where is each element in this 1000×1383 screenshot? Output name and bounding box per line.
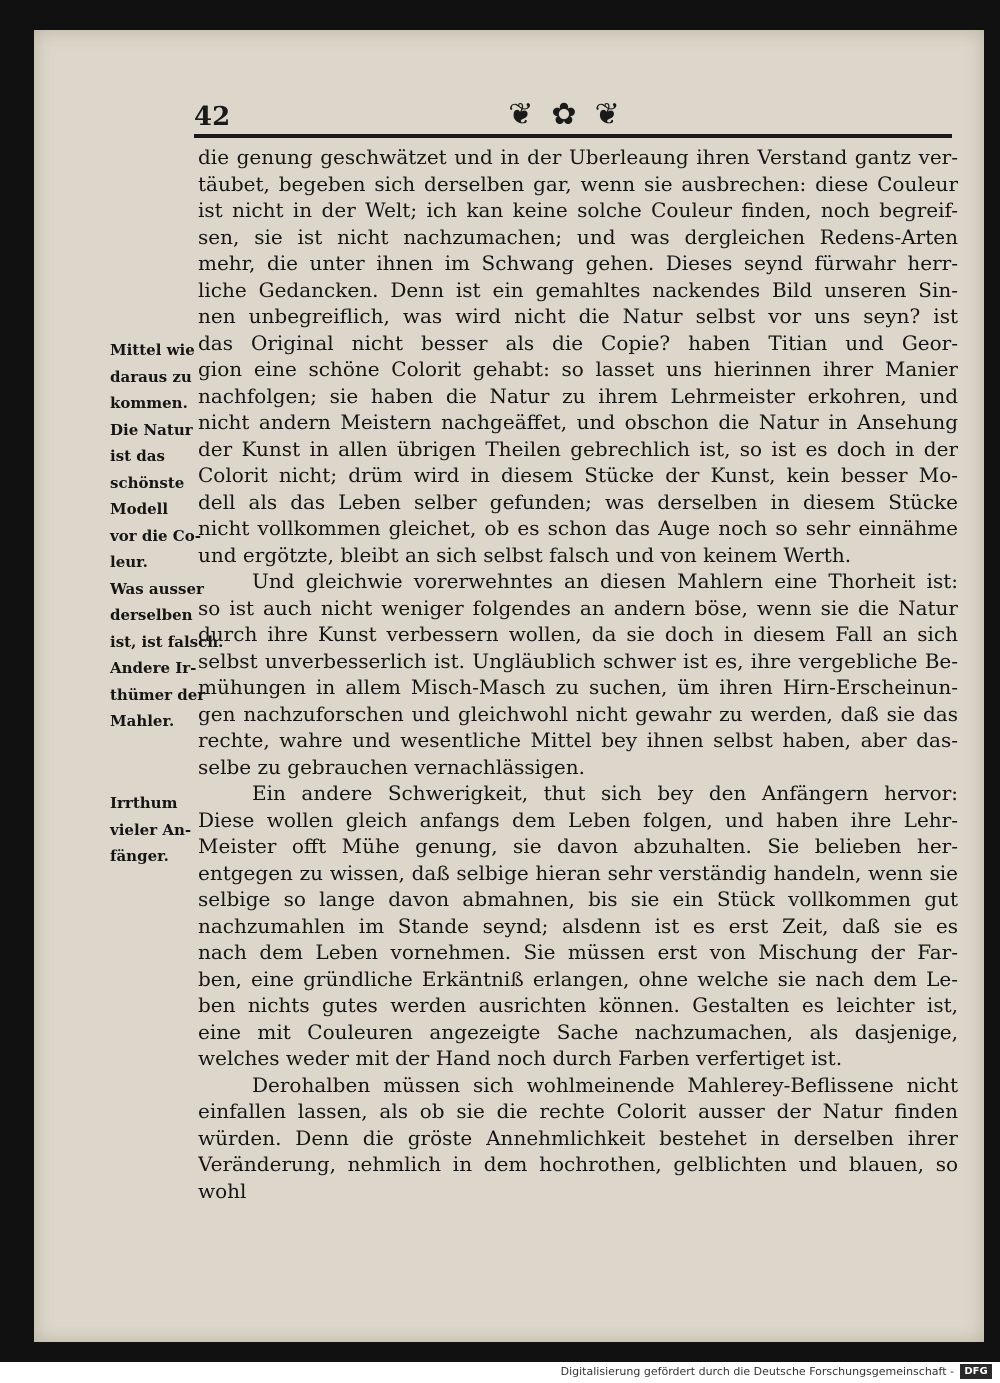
book-page (34, 30, 984, 1342)
text-line: nachzumahlen im Stande seynd; alsdenn ist es erst Zeit, daß sie es (198, 913, 958, 938)
footer-credit: Digitalisierung gefördert durch die Deutsche Forschungsgemeinschaft - (560, 1365, 954, 1378)
text-line: welches weder mit der Hand noch durch Farben verfertiget ist. (198, 1046, 843, 1070)
text-line: Ein andere Schwerigkeit, thut sich bey den Anfängern hervor: (252, 781, 958, 805)
text-line: die genung geschwätzet und in der Uberleaung ihren Verstand gantz ver- (198, 145, 958, 169)
margin-note-line: leur. (110, 553, 148, 571)
text-line: Diese wollen gleich anfangs dem Leben folgen, und haben ihre Lehr- (198, 807, 958, 832)
text-line: Colorit nicht; drüm wird in diesem Stücke der Kunst, kein besser Mo- (198, 463, 958, 487)
text-line: entgegen zu wissen, daß selbige hieran sehr verständig handeln, wenn sie (198, 860, 958, 885)
text-line: täubet, begeben sich derselben gar, wenn sie ausbrechen: diese Couleur (198, 171, 958, 196)
text-line: mühungen in allem Misch-Masch zu suchen, üm ihren Hirn-Erscheinun- (198, 675, 958, 699)
text-line: gion eine schöne Colorit gehabt: so lasset uns hierinnen ihrer Manier (198, 357, 958, 381)
text-line: so ist auch nicht weniger folgendes an andern böse, wenn sie die Natur (198, 595, 958, 620)
text-line: und ergötzte, bleibt an sich selbst falsch und von keinem Werth. (198, 542, 852, 567)
margin-note-line: schönste (110, 473, 185, 492)
text-line: Und gleichwie vorerwehntes an diesen Mahlern eine Thorheit ist: (252, 569, 958, 593)
text-line: selbst unverbesserlich ist. Ungläublich schwer ist es, ihre vergebliche Be- (198, 648, 958, 673)
text-line: nach dem Leben vornehmen. Sie müssen erst von Mischung der Far- (198, 940, 958, 964)
text-line: wohl (198, 1178, 247, 1203)
margin-note-line: Modell (110, 500, 169, 518)
margin-note-line: Die Natur (110, 420, 193, 439)
margin-note-anfaenger (110, 790, 238, 870)
text-line: nen unbegreiflich, was wird nicht die Natur selbst vor uns seyn? ist (198, 304, 958, 328)
text-line: Meister offt Mühe genung, sie davon abzuhalten. Sie belieben her- (198, 834, 958, 858)
text-line: selbige so lange davon abmahnen, bis sie ein Stück vollkommen gut (198, 887, 958, 911)
dfg-logo: DFG (960, 1364, 992, 1379)
text-line: würden. Denn die gröste Annehmlichkeit bestehet in derselben ihrer (198, 1125, 958, 1150)
text-line: ben, eine gründliche Erkäntniß erlangen, ohne welche sie nach dem Le- (198, 966, 958, 991)
page-number: 42 (194, 102, 231, 132)
margin-note-line: Was ausser (110, 579, 204, 598)
text-line: nachfolgen; sie haben die Natur zu ihrem Lehrmeister erkohren, und (198, 383, 958, 408)
ornament-left-icon: ❦ (508, 96, 534, 132)
text-line: ben nichts gutes werden ausrichten können. Gestalten es leichter ist, (198, 993, 958, 1017)
margin-note-line: vieler An- (110, 820, 192, 839)
text-line: mehr, die unter ihnen im Schwang gehen. Dieses seynd fürwahr herr- (198, 251, 958, 275)
text-line: Derohalben müssen sich wohlmeinende Mahlerey-Beflissene nicht (252, 1072, 958, 1097)
text-line: gen nachzuforschen und gleichwohl nicht gewahr zu werden, daß sie das (198, 701, 958, 726)
margin-note-line: Mahler. (110, 712, 175, 730)
margin-note-line: vor die Co- (110, 526, 201, 545)
ornament-right-icon: ❦ (594, 96, 620, 132)
text-line: eine mit Couleuren angezeigte Sache nachzumachen, als dasjenige, (198, 1019, 958, 1044)
text-line: liche Gedancken. Denn ist ein gemahltes nackendes Bild unseren Sin- (198, 277, 958, 302)
margin-note-irrthuemer (110, 655, 238, 735)
text-line: sen, sie ist nicht nachzumachen; und was dergleichen Redens-Arten (198, 224, 958, 249)
text-line: nicht andern Meistern nachgeäffet, und obschon die Natur in Ansehung (198, 410, 958, 434)
text-line: nicht vollkommen gleichet, ob es schon das Auge noch so sehr einnähme (198, 516, 958, 540)
text-line: das Original nicht besser als die Copie? haben Titian und Geor- (198, 330, 958, 355)
ornament-center-icon: ✿ (551, 96, 577, 132)
text-line: der Kunst in allen übrigen Theilen gebrechlich ist, so ist es doch in der (198, 436, 958, 461)
margin-note-line: Andere Ir- (110, 659, 197, 677)
margin-note-line: Irrthum (110, 794, 178, 812)
text-line: rechte, wahre und wesentliche Mittel bey ihnen selbst haben, aber das- (198, 728, 958, 752)
text-line: einfallen lassen, als ob sie die rechte Colorit ausser der Natur finden (198, 1099, 958, 1123)
margin-note-mittel (110, 337, 238, 655)
margin-note-line: ist das (110, 447, 165, 465)
text-line: dell als das Leben selber gefunden; was derselben in diesem Stücke (198, 489, 958, 514)
text-line: selbe zu gebrauchen vernachlässigen. (198, 754, 585, 779)
text-line: Veränderung, nehmlich in dem hochrothen, gelblichten und blauen, so (198, 1152, 958, 1176)
margin-note-line: fänger. (110, 847, 169, 865)
margin-note-line: derselben (110, 606, 193, 624)
text-line: durch ihre Kunst verbessern wollen, da sie doch in diesem Fall an sich (198, 622, 958, 646)
margin-note-line: kommen. (110, 394, 188, 412)
margin-note-line: Mittel wie (110, 341, 195, 359)
footer-bar (0, 1362, 1000, 1383)
margin-note-line: thümer der (110, 685, 206, 704)
margin-note-line: daraus zu (110, 367, 192, 386)
margin-note-line: ist, ist falsch. (110, 632, 224, 651)
header-ornament (464, 94, 664, 134)
text-line: ist nicht in der Welt; ich kan keine solche Couleur finden, noch begreif- (198, 198, 958, 222)
header-rule (194, 134, 952, 138)
body-text (198, 144, 958, 1204)
